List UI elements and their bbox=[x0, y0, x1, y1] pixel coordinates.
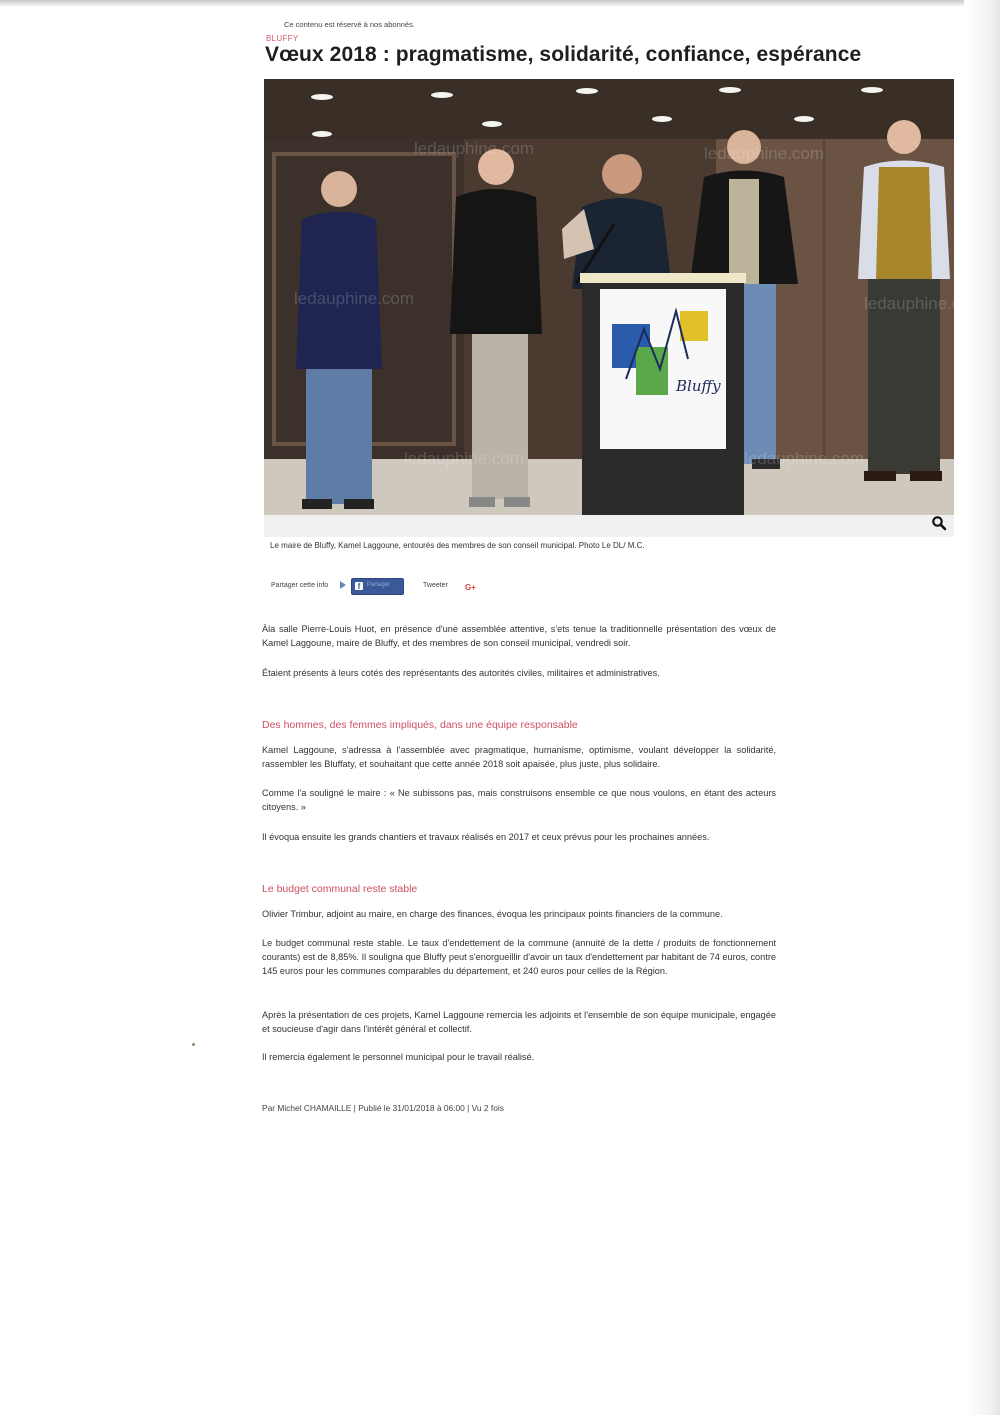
svg-text:ledauphine.com: ledauphine.com bbox=[294, 289, 415, 308]
subscriber-notice: Ce contenu est réservé à nos abonnés. bbox=[284, 20, 415, 29]
share-arrow-icon bbox=[340, 581, 346, 589]
facebook-share-label: Partager bbox=[367, 582, 391, 588]
article-title: Vœux 2018 : pragmatisme, solidarité, confiance, espérance bbox=[265, 43, 862, 66]
facebook-share-button[interactable] bbox=[351, 578, 404, 595]
article-paragraph-2: Étaient présents à leurs cotés des représentants des autorités civiles, militaires et administratives. bbox=[262, 668, 660, 678]
person-left bbox=[296, 171, 382, 509]
article-paragraph-3: Kamel Laggoune, s'adressa à l'assemblée avec pragmatique, humanisme, optimisme, voulant développer la solidarité, rassembler les Bluffaty, et souhaitant que cette année 2018 soit apaisée, plus juste, plus solidaire. bbox=[262, 745, 776, 769]
article-paragraph-6: Olivier Trimbur, adjoint au maire, en charge des finances, évoqua les principaux points financiers de la commune. bbox=[262, 909, 723, 919]
section-kicker[interactable]: BLUFFY bbox=[266, 34, 299, 43]
ceiling bbox=[264, 79, 954, 139]
photo-frame bbox=[264, 79, 985, 537]
svg-text:ledauphine.com: ledauphine.com bbox=[404, 449, 525, 468]
scan-edge-right bbox=[964, 0, 1000, 1415]
gplus-icon[interactable]: G+ bbox=[465, 583, 476, 592]
article-paragraph-1: Àla salle Pierre-Louis Huot, en présence d'une assemblée attentive, s'ets tenue la traditionnelle présentation des vœux de Kamel Laggoune, maire de Bluffy, et des membres de son conseil municipal, vendredi soir. bbox=[262, 624, 776, 648]
photo-scene bbox=[264, 79, 985, 515]
article-paragraph-9: Il remercia également le personnel municipal pour le travail réalisé. bbox=[262, 1052, 535, 1062]
svg-text:ledauphine.com: ledauphine.com bbox=[414, 139, 535, 158]
article-photo[interactable] bbox=[264, 79, 985, 515]
podium-logo-text: Bluffy bbox=[676, 377, 721, 395]
article-subhead-2: Le budget communal reste stable bbox=[262, 883, 418, 895]
article-subhead-1: Des hommes, des femmes impliqués, dans une équipe responsable bbox=[262, 719, 578, 731]
facebook-icon: f bbox=[355, 582, 363, 590]
svg-text:ledauphine.com: ledauphine.com bbox=[704, 144, 825, 163]
article-paragraph-8: Après la présentation de ces projets, Kamel Laggoune remercia les adjoints et l'ensemble de son équipe municipale, engagée et soucieuse d'agir dans l'intérêt général et collectif. bbox=[262, 1010, 776, 1034]
photo-caption: Le maire de Bluffy, Kamel Laggoune, entourés des membres de son conseil municipal. Photo Le DL/ M.C. bbox=[270, 541, 645, 550]
scan-edge-top bbox=[0, 0, 1000, 6]
logo-yellow-square bbox=[680, 311, 708, 341]
article-paragraph-4: Comme l'a souligné le maire : « Ne subissons pas, mais construisons ensemble ce que nous voulons, en étant des acteurs citoyens. » bbox=[262, 788, 776, 812]
scan-speck bbox=[192, 1043, 195, 1046]
article-byline: Par Michel CHAMAILLE | Publié le 31/01/2018 à 06:00 | Vu 2 fois bbox=[262, 1103, 504, 1113]
article-paragraph-7: Le budget communal reste stable. Le taux d'endettement de la commune (annuité de la dette / produits de fonctionnement courants) est de 8,85%. Il souligna que Bluffy peut s'enorgueillir d'avoir un taux d'endettement par habitant de 74 euros, contre 145 euros pour les communes comparables du département, et 240 euros pour celles de la Région. bbox=[262, 938, 776, 976]
svg-text:ledauphine.com: ledauphine.com bbox=[744, 449, 865, 468]
article-paragraph-5: Il évoqua ensuite les grands chantiers et travaux réalisés en 2017 et ceux prévus pour les prochaines années. bbox=[262, 832, 710, 842]
share-label: Partager cette info bbox=[271, 582, 329, 589]
tweet-button[interactable]: Tweeter bbox=[423, 582, 448, 589]
svg-text:ledauphine.com: ledauphine.com bbox=[864, 294, 985, 313]
magnifier-icon[interactable] bbox=[931, 515, 947, 531]
